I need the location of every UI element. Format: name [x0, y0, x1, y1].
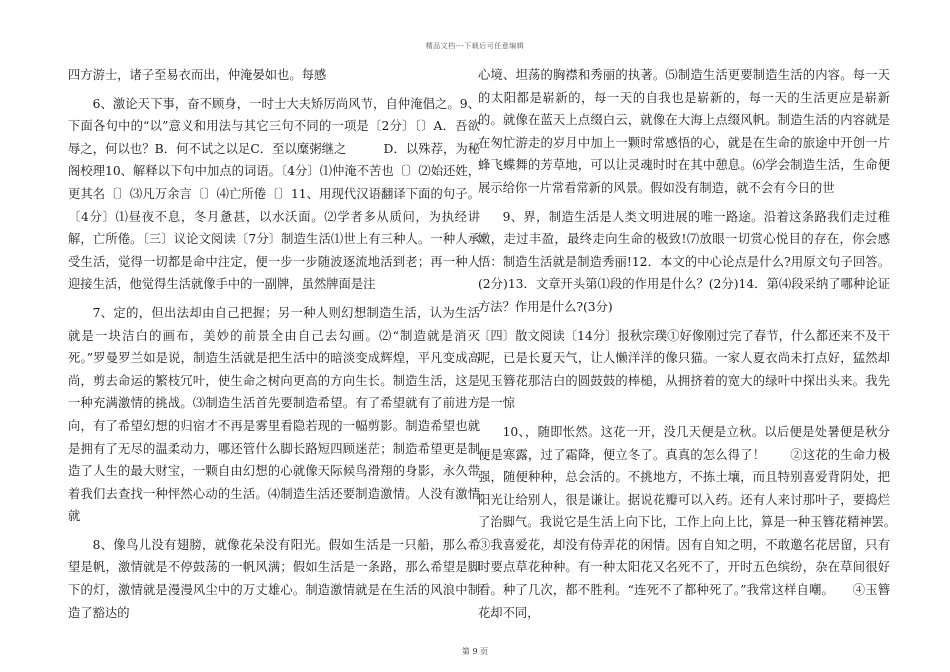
paragraph: 10、，随即怅然。这花一开，没几天便是立秋。以后便是处暑便是秋分便是寒露，过了霜降，便立冬了。真真的怎么得了！ ②这花的生命力极强，随便种种，总会活的。不挑地方，不拣土壤，而且特别喜爱背阴处，把阳光让给别人，很是谦让。据说花瓣可以入药。还有人来讨那叶子，要捣烂了治脚气。我说它是生活上向下比，工作上向上比，算是一种玉簪花精神罢。 ③我喜爱花，却没有侍弄花的闲情。因有自知之明，不敢邀名花居留，只有时要点草花种种。有一种太阳花又名死不了，开时五色缤纷，杂在草间很好看。种了几次，都不胜利。“连死不了都种死了。”我常这样自嘲。 ④玉簪花却不同， [478, 424, 915, 620]
paragraph: 7、定的，但出法却由自己把握；另一种人则幻想制造生活，认为生活就是一块洁白的画布，美妙的前景全由自己去勾画。⑵“制造就是消灭死。”罗曼罗兰如是说，制造生活就是把生活中的暗淡变成辉煌，平凡变成高尚，剪去命运的繁枝冗叶，使生命之树向更高的方向生长。制造生活，这是一种充满激情的挑战。⑶制造生活首先要制造希望。有了希望就有了前进方向，有了希望幻想的归宿才不再是雾里看隐若现的一幅剪影。制造希望也就是拥有了无尽的温柔动力，哪还管什么脚长路短四顾迷茫；制造希望更是制造了人生的最大财宝，一颗自由幻想的心就像天际候鸟滑翔的身影，永久带着我们去查找一种怦然心动的生活。⑷制造生活还要制造激情。人没有激情就 [68, 305, 480, 524]
paragraph: 6、激论天下事，奋不顾身，一时士大夫矫厉尚风节，自仲淹倡之。9、下面各句中的“以”意义和用法与其它三句不同的一项是〔2分〕〔〕A．吾欲辱之，何以也？B．何不试之以足C．至以糜粥继之 D．以殊荐，为秘阁校理10、解释以下句中加点的词语。〔4分〕⑴仲淹不苦也〔〕⑵始还姓，更其名〔〕⑶凡万余言〔〕⑷亡所倦〔〕11、用现代汉语翻译下面的句子。〔4分〕⑴昼夜不息，冬月惫甚，以水沃面。⑵学者多从质问，为执经讲解，亡所倦。〔三〕议论文阅读〔7分〕制造生活⑴世上有三种人。一种人承受生活，觉得一切都是命中注定，便一步一步随波逐流地活到老；再一种人迎接生活，他觉得生活就像手中的一副牌，虽然牌面是注 [68, 96, 480, 292]
paragraph: 心境、坦荡的胸襟和秀丽的执著。⑸制造生活更要制造生活的内容。每一天的太阳都是崭新的，每一天的自我也是崭新的，每一天的生活更应是崭新的。就像在蓝天上点缀白云，就像在大海上点缀风帆。制造生活的内容就是在匆忙游走的岁月中加上一颗时常感悟的心，就是在生命的旅途中开创一片蜂飞蝶舞的芳草地，可以让灵魂时时在其中憩息。⑹学会制造生活，生命便展示给你一片常看常新的风景。假如没有制造，就不会有今日的世 [478, 68, 890, 195]
right-column [478, 64, 915, 624]
page-number: 第 9 页 [461, 647, 489, 656]
paragraph: 〔四〕散文阅读〔14分〕报秋宗璞①好像刚过完了春节，什么都还来不及干呢，已是长夏天气，让人懒洋洋的像只猫。一家人夏衣尚未打点好，猛然却见玉簪花那洁白的圆鼓鼓的棒槌，从拥挤着的宽大的绿叶中探出头来。我先是一惊 [478, 328, 890, 411]
paragraph: 8、像鸟儿没有翅膀，就像花朵没有阳光。假如生活是一只船，那么希望是帆，激情就是不停鼓荡的一帆风满；假如生活是一条路，那么希望是脚下的灯，激情就是漫漫风尘中的万丈雄心。制造激情就是在生活的风浪中制造了豁达的 [68, 537, 480, 620]
paragraph: 9、界，制造生活是人类文明进展的唯一路途。沿着这条路我们走过稚嫩，走过丰盈，最终走向生命的极致!⑺放眼一切赏心悦目的存在，你会感悟：制造生活就是制造秀丽!12．本文的中心论点是什么?用原文句子回答。(2分)13．文章开头第⑴段的作用是什么？(2分)14．第⑷段采纳了哪种论证方法？作用是什么?(3分) [478, 209, 890, 314]
left-column [68, 64, 480, 624]
paragraph: 四方游士，诸子至易衣而出，仲淹晏如也。每感 [68, 68, 327, 82]
page-header: 精品文档---下载后可任意编辑 [425, 42, 525, 50]
